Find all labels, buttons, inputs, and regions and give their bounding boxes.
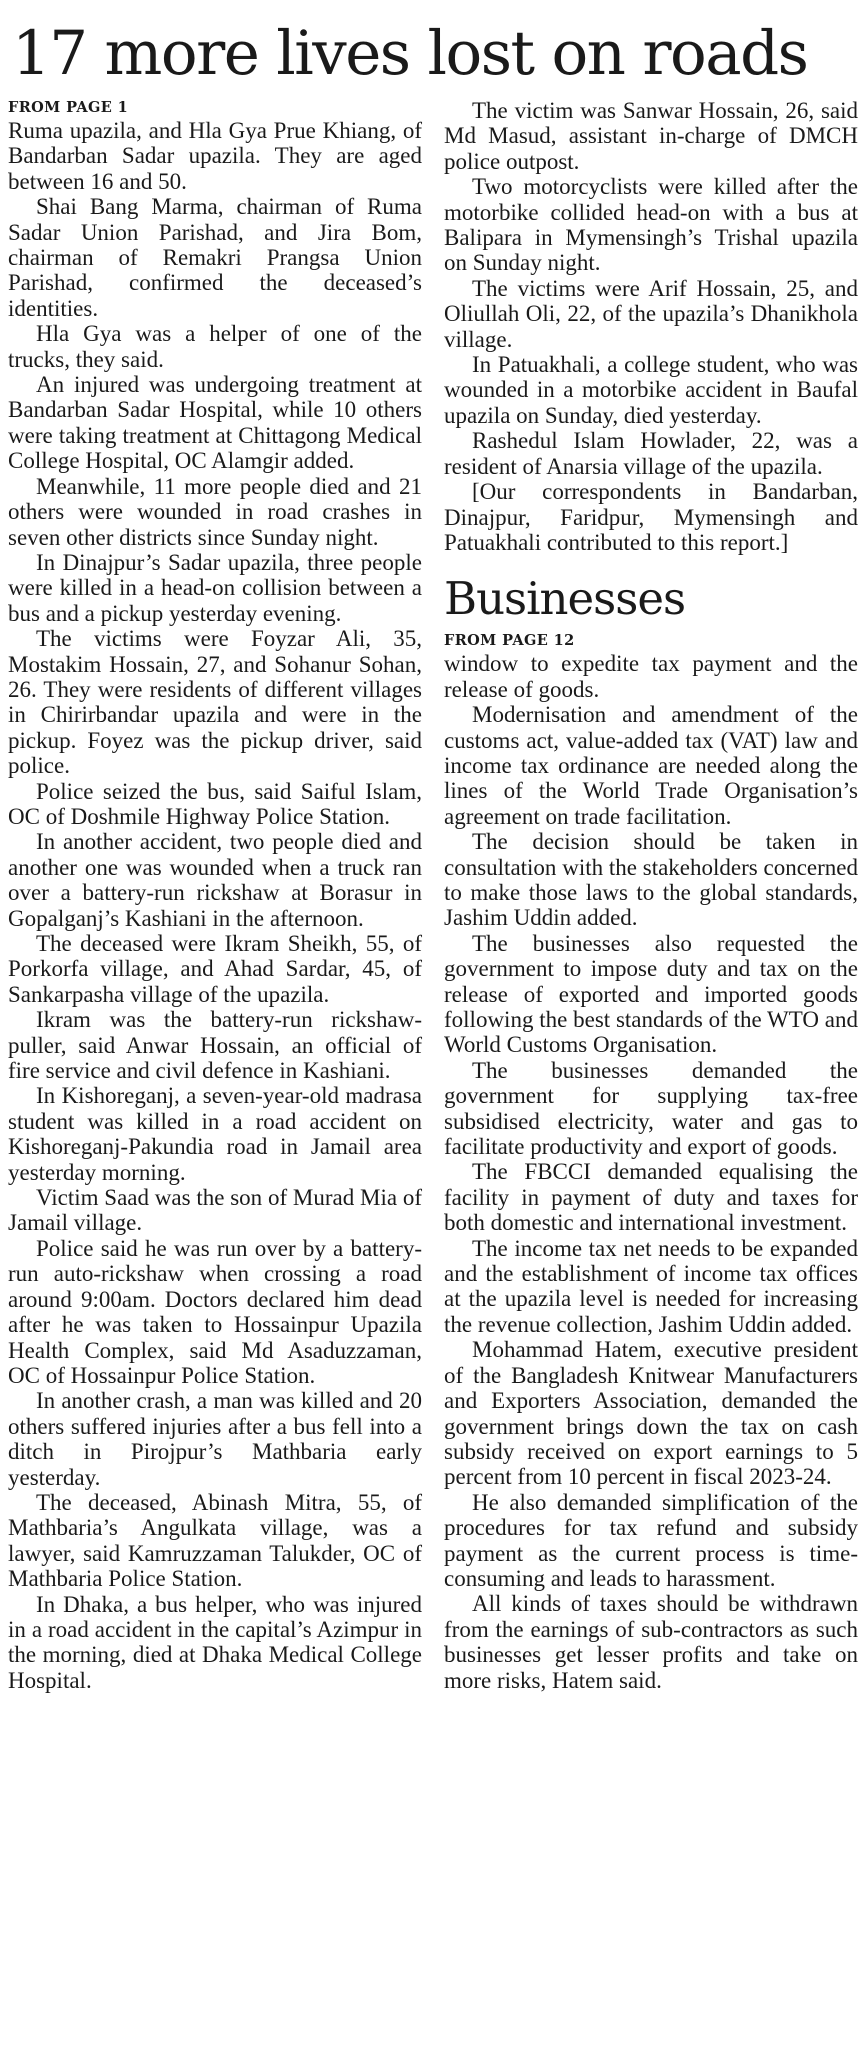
paragraph: Mohammad Hatem, executive president of the Bangladesh Knitwear Manufacturers and Exporters Association, demanded the government brings down the tax on cash subsidy received on export earnings to 5 percent from 10 percent in fiscal 2023-24. [444, 1337, 858, 1490]
paragraph: In Kishoreganj, a seven-year-old madrasa student was killed in a road accident on Kishoreganj-Pakundia road in Jamail area yesterday morning. [8, 1083, 422, 1185]
jump-line: FROM PAGE 1 [8, 99, 129, 116]
paragraph: He also demanded simplification of the procedures for tax refund and subsidy payment as the current process is time-consuming and leads to harassment. [444, 1489, 858, 1591]
paragraph: In another crash, a man was killed and 20 others suffered injuries after a bus fell into a ditch in Pirojpur’s Mathbaria early yesterday. [8, 1388, 422, 1490]
story1-left-body [8, 118, 422, 1693]
paragraph: Rashedul Islam Howlader, 22, was a resident of Anarsia village of the upazila. [444, 428, 858, 479]
paragraph: The FBCCI demanded equalising the facility in payment of duty and taxes for both domestic and international investment. [444, 1159, 858, 1236]
paragraph: Victim Saad was the son of Murad Mia of Jamail village. [8, 1185, 422, 1236]
left-column [8, 98, 422, 1693]
paragraph: The businesses demanded the government for supplying tax-free subsidised electricity, water and gas to facilitate productivity and export of goods. [444, 1057, 858, 1160]
paragraph: The businesses also requested the government to impose duty and tax on the release of exported and imported goods following the best standards of the WTO and World Customs Organisation. [444, 930, 858, 1058]
paragraph: In Dhaka, a bus helper, who was injured in a road accident in the capital’s Azimpur in the morning, died at Dhaka Medical College Hospital. [8, 1591, 422, 1693]
paragraph: Ruma upazila, and Hla Gya Prue Khiang, of Bandarban Sadar upazila. They are aged between 16 and 50. [8, 118, 422, 194]
paragraph: Modernisation and amendment of the customs act, value-added tax (VAT) law and income tax ordinance are needed along the lines of the World Trade Organisation’s agreement on trade facilitation. [444, 702, 858, 829]
paragraph: In Patuakhali, a college student, who was wounded in a motorbike accident in Baufal upazila on Sunday, died yesterday. [444, 352, 858, 428]
paragraph: Two motorcyclists were killed after the motorbike collided head-on with a bus at Balipara in Mymensingh’s Trishal upazila on Sunday night. [444, 174, 858, 276]
paragraph: The deceased were Ikram Sheikh, 55, of Porkorfa village, and Ahad Sardar, 45, of Sankarpasha village of the upazila. [8, 931, 422, 1007]
paragraph: In Dinajpur’s Sadar upazila, three people were killed in a head-on collision between a bus and a pickup yesterday evening. [8, 549, 422, 626]
paragraph: In another accident, two people died and another one was wounded when a truck ran over a battery-run rickshaw at Borasur in Gopalganj’s Kashiani in the afternoon. [8, 829, 422, 931]
right-column [444, 98, 858, 1693]
paragraph: Police seized the bus, said Saiful Islam, OC of Doshmile Highway Police Station. [8, 778, 422, 829]
paragraph: [Our correspondents in Bandarban, Dinajpur, Faridpur, Mymensingh and Patuakhali contributed to this report.] [444, 479, 858, 555]
paragraph: Ikram was the battery-run rickshaw-puller, said Anwar Hossain, an official of fire service and civil defence in Kashiani. [8, 1007, 422, 1084]
story2-body [444, 651, 858, 1693]
paragraph: The decision should be taken in consultation with the stakeholders concerned to make those laws to the global standards, Jashim Uddin added. [444, 829, 858, 931]
story2-headline: Businesses [444, 572, 686, 626]
paragraph: The victims were Foyzar Ali, 35, Mostakim Hossain, 27, and Sohanur Sohan, 26. They were residents of different villages in Chirirbandar upazila and were in the pickup. Foyez was the pickup driver, said police. [8, 626, 422, 779]
paragraph: Hla Gya was a helper of one of the trucks, they said. [8, 321, 422, 372]
article-columns [8, 98, 860, 1693]
paragraph: The victim was Sanwar Hossain, 26, said Md Masud, assistant in-charge of DMCH police outpost. [444, 98, 858, 174]
paragraph: Police said he was run over by a battery-run auto-rickshaw when crossing a road around 9:00am. Doctors declared him dead after he was taken to Hossainpur Upazila Health Complex, said Md Asaduzzaman, OC of Hossainpur Police Station. [8, 1235, 422, 1388]
paragraph: Shai Bang Marma, chairman of Ruma Sadar Union Parishad, and Jira Bom, chairman of Remakri Prangsa Union Parishad, confirmed the deceased’s identities. [8, 194, 422, 321]
paragraph: Meanwhile, 11 more people died and 21 others were wounded in road crashes in seven other districts since Sunday night. [8, 473, 422, 550]
paragraph: The income tax net needs to be expanded and the establishment of income tax offices at the upazila level is needed for increasing the revenue collection, Jashim Uddin added. [444, 1235, 858, 1337]
paragraph: All kinds of taxes should be withdrawn from the earnings of sub-contractors as such businesses get lesser profits and take on more risks, Hatem said. [444, 1591, 858, 1693]
story2-jump-line: FROM PAGE 12 [444, 632, 575, 650]
story1-right-body [444, 98, 858, 555]
paragraph: The deceased, Abinash Mitra, 55, of Mathbaria’s Angulkata village, was a lawyer, said Kamruzzaman Talukder, OC of Mathbaria Police Station. [8, 1489, 422, 1592]
paragraph: An injured was undergoing treatment at Bandarban Sadar Hospital, while 10 others were taking treatment at Chittagong Medical College Hospital, OC Alamgir added. [8, 372, 422, 474]
paragraph: window to expedite tax payment and the release of goods. [444, 651, 858, 702]
paragraph: The victims were Arif Hossain, 25, and Oliullah Oli, 22, of the upazila’s Dhanikhola village. [444, 275, 858, 352]
headline: 17 more lives lost on roads [12, 18, 808, 89]
